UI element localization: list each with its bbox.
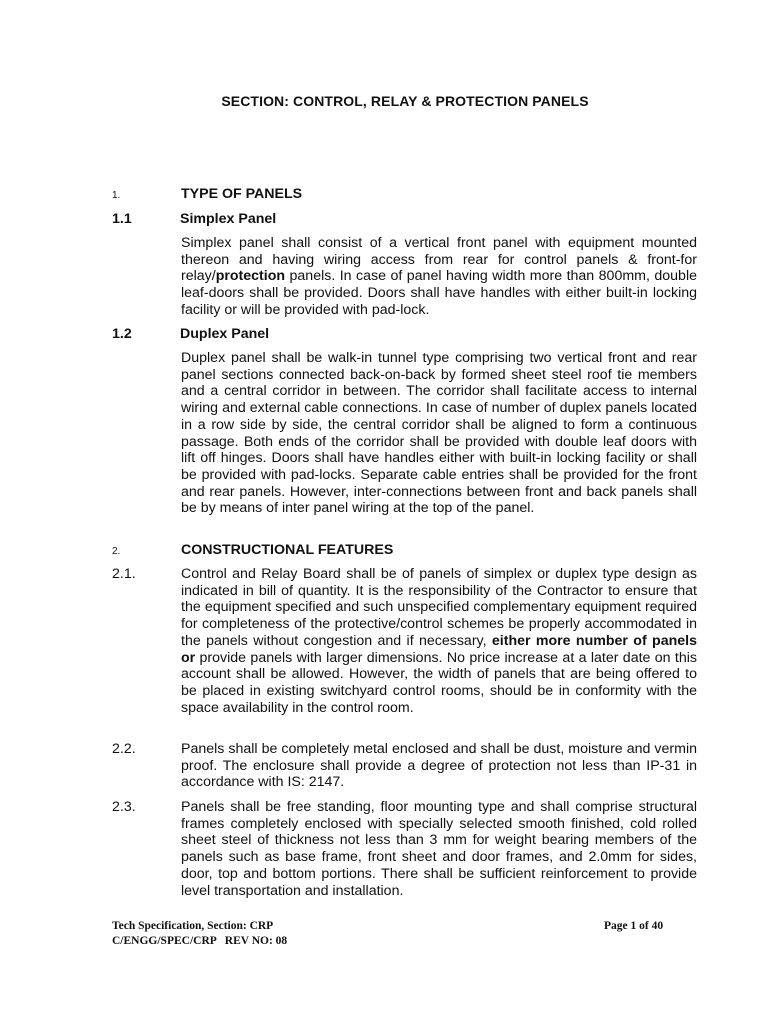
section-heading: CONSTRUCTIONAL FEATURES <box>181 542 394 558</box>
paragraph-text: Control and Relay Board shall be of panels of simplex or duplex type design as indicated in bill of quantity. It is the responsibility of the Contractor to ensure that the equipment specified and such unspecified complementary equipment required for completeness of the protective/control schemes be properly accommodated in the panels without congestion and if necessary, <box>181 566 697 649</box>
footer-doc-ref: C/ENGG/SPEC/CRP REV NO: 08 <box>112 935 288 947</box>
footer-spec-title: Tech Specification, Section: CRP <box>112 920 274 932</box>
subsection-number: 1.1 <box>112 211 132 227</box>
paragraph-emphasis: protection <box>215 268 286 285</box>
clause-number: 2.3. <box>112 799 136 815</box>
section-number: 1. <box>112 190 121 201</box>
paragraph-clause-2-1 <box>181 566 697 716</box>
footer-page-number: Page 1 of 40 <box>604 920 664 932</box>
paragraph-text: provide panels with larger dimensions. No price increase at a later date on this account shall be allowed. However, the width of panels that are being offered to be placed in existing switchyard control rooms, should be in conformity with the space availability in the control room. <box>181 649 697 716</box>
paragraph-text: Simplex panel shall consist of a vertical front panel with equipment mounted thereon and having wiring access from rear for control panels & front-for relay/ <box>181 235 697 285</box>
subsection-number: 1.2 <box>112 326 132 342</box>
subsection-heading: Simplex Panel <box>180 211 277 227</box>
paragraph-simplex <box>181 235 697 319</box>
clause-number: 2.2. <box>112 741 136 757</box>
paragraph-text: panels. In case of panel having width more than 800mm, double leaf-doors shall be provided. Doors shall have handles with either built-in locking facility or will be provided with pad-lock. <box>181 268 697 318</box>
paragraph-clause-2-2: Panels shall be completely metal enclosed and shall be dust, moisture and vermin proof. The enclosure shall provide a degree of protection not less than IP-31 in accordance with IS: 2147. <box>181 741 697 791</box>
page-title: SECTION: CONTROL, RELAY & PROTECTION PANELS <box>221 93 589 109</box>
paragraph-clause-2-3: Panels shall be free standing, floor mounting type and shall comprise structural frames completely enclosed with specially selected smooth finished, cold rolled sheet steel of thickness not less than 3 mm for weight bearing members of the panels such as base frame, front sheet and door frames, and 2.0mm for sides, door, top and bottom portions. There shall be sufficient reinforcement to provide level transportation and installation. <box>181 799 697 899</box>
subsection-heading: Duplex Panel <box>180 326 270 342</box>
clause-number: 2.1. <box>112 566 136 582</box>
section-number: 2. <box>112 546 121 557</box>
paragraph-duplex: Duplex panel shall be walk-in tunnel type comprising two vertical front and rear panel sections connected back-on-back by formed sheet steel roof tie members and a central corridor in between. The corridor shall facilitate access to internal wiring and external cable connections. In case of number of duplex panels located in a row side by side, the central corridor shall be aligned to form a continuous passage. Both ends of the corridor shall be provided with double leaf doors with lift off hinges. Doors shall have handles either with built-in locking facility or shall be provided with pad-locks. Separate cable entries shall be provided for the front and rear panels. However, inter-connections between front and back panels shall be by means of inter panel wiring at the top of the panel. <box>181 350 697 517</box>
section-heading: TYPE OF PANELS <box>181 186 303 202</box>
paragraph-emphasis: either more number of panels or <box>181 632 697 666</box>
